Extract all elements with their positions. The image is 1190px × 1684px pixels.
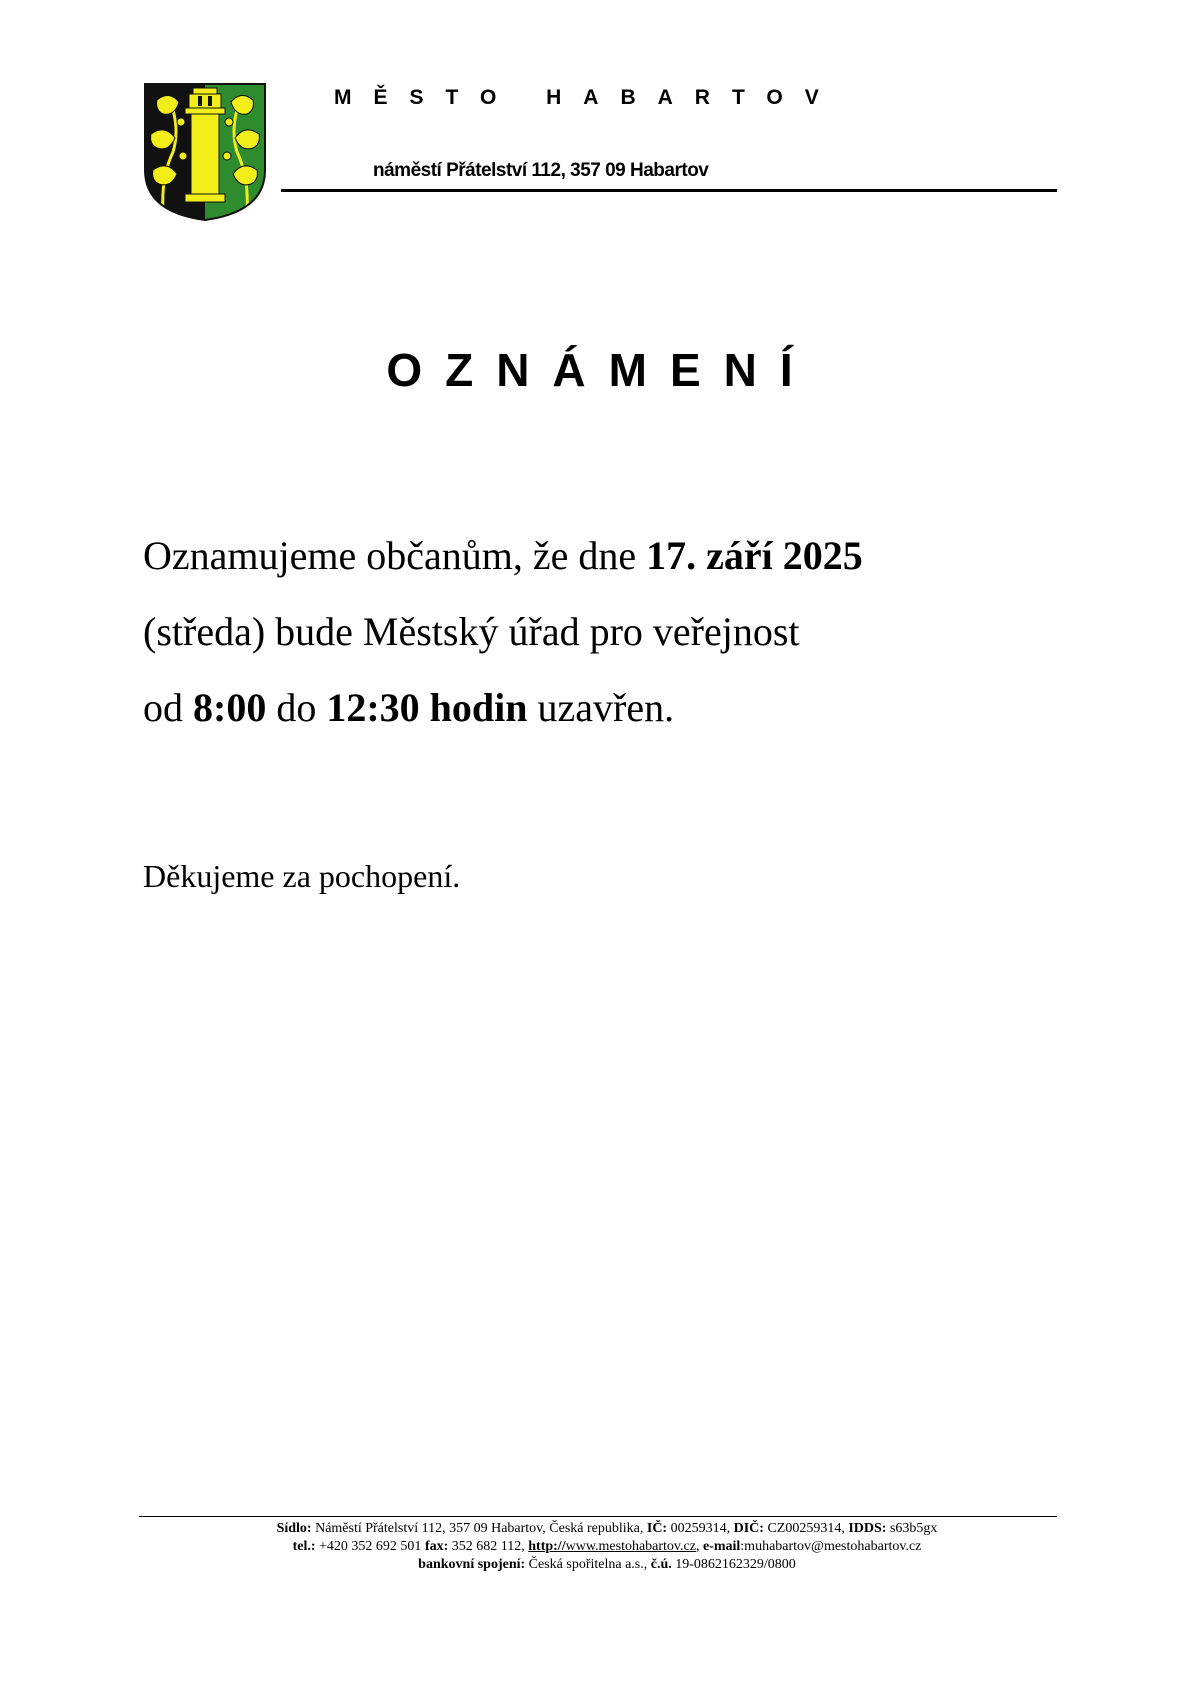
account-value: 19-0862162329/0800 — [671, 1557, 796, 1572]
notice-to-time: 12:30 hodin — [326, 685, 528, 730]
thanks-note: Děkujeme za pochopení. — [143, 858, 461, 894]
notice-paragraph — [143, 518, 1055, 746]
bank-value: Česká spořitelna a.s., — [525, 1557, 651, 1572]
notice-word: (středa) — [143, 609, 266, 654]
town-coat-of-arms — [143, 82, 267, 222]
town-name: MĚSTO HABARTOV — [334, 86, 841, 109]
idds-label: IDDS: — [848, 1521, 887, 1536]
notice-to-prefix: do — [266, 685, 327, 730]
notice-word: úřad — [508, 609, 580, 654]
web-value: www.mestohabartov.cz — [565, 1539, 696, 1554]
bank-label: bankovní spojení: — [418, 1557, 526, 1572]
footer-line-seat — [24, 1520, 1190, 1538]
email-label: e-mail — [702, 1539, 741, 1554]
dic-value: CZ00259314, — [763, 1521, 849, 1536]
footer-contact-info — [0, 1520, 1190, 1574]
fax-value: 352 682 112, — [448, 1539, 529, 1554]
idds-value: s63b5gx — [886, 1521, 938, 1536]
dic-label: DIČ: — [733, 1521, 764, 1536]
ic-value: 00259314, — [667, 1521, 734, 1536]
web-suffix: , — [695, 1539, 703, 1554]
notice-word: bude — [275, 609, 353, 654]
email-value[interactable]: :muhabartov@mestohabartov.cz — [740, 1539, 922, 1554]
seat-value: Náměstí Přátelství 112, 357 09 Habartov, Česká republika, — [311, 1521, 647, 1536]
tel-label: tel.: — [292, 1539, 316, 1554]
notice-word: že — [532, 533, 569, 578]
notice-word: Městský — [362, 609, 499, 654]
notice-date: 17. září 2025 — [646, 533, 863, 578]
account-label: č.ú. — [650, 1557, 672, 1572]
notice-word: veřejnost — [652, 609, 800, 654]
tel-value: +420 352 692 501 — [315, 1539, 425, 1554]
notice-line-1 — [143, 518, 1055, 594]
notice-word: občanům, — [366, 533, 523, 578]
notice-line-2 — [143, 594, 1055, 670]
web-label: http:// — [528, 1539, 566, 1554]
seat-label: Sídlo: — [276, 1521, 312, 1536]
footer-divider — [139, 1516, 1057, 1517]
notice-from-time: 8:00 — [193, 685, 267, 730]
notice-word: dne — [578, 533, 637, 578]
footer-line-contact — [24, 1538, 1190, 1556]
notice-suffix: uzavřen. — [527, 685, 675, 730]
town-address: náměstí Přátelství 112, 357 09 Habartov — [373, 160, 709, 181]
notice-word: pro — [589, 609, 643, 654]
notice-from-prefix: od — [143, 685, 193, 730]
notice-line-3 — [143, 670, 1055, 746]
page-title: OZNÁMENÍ — [386, 344, 816, 396]
website-link[interactable] — [528, 1539, 696, 1554]
fax-label: fax: — [424, 1539, 449, 1554]
ic-label: IČ: — [646, 1521, 668, 1536]
header-divider — [281, 189, 1057, 192]
footer-line-bank — [24, 1556, 1190, 1574]
notice-word: Oznamujeme — [143, 533, 357, 578]
